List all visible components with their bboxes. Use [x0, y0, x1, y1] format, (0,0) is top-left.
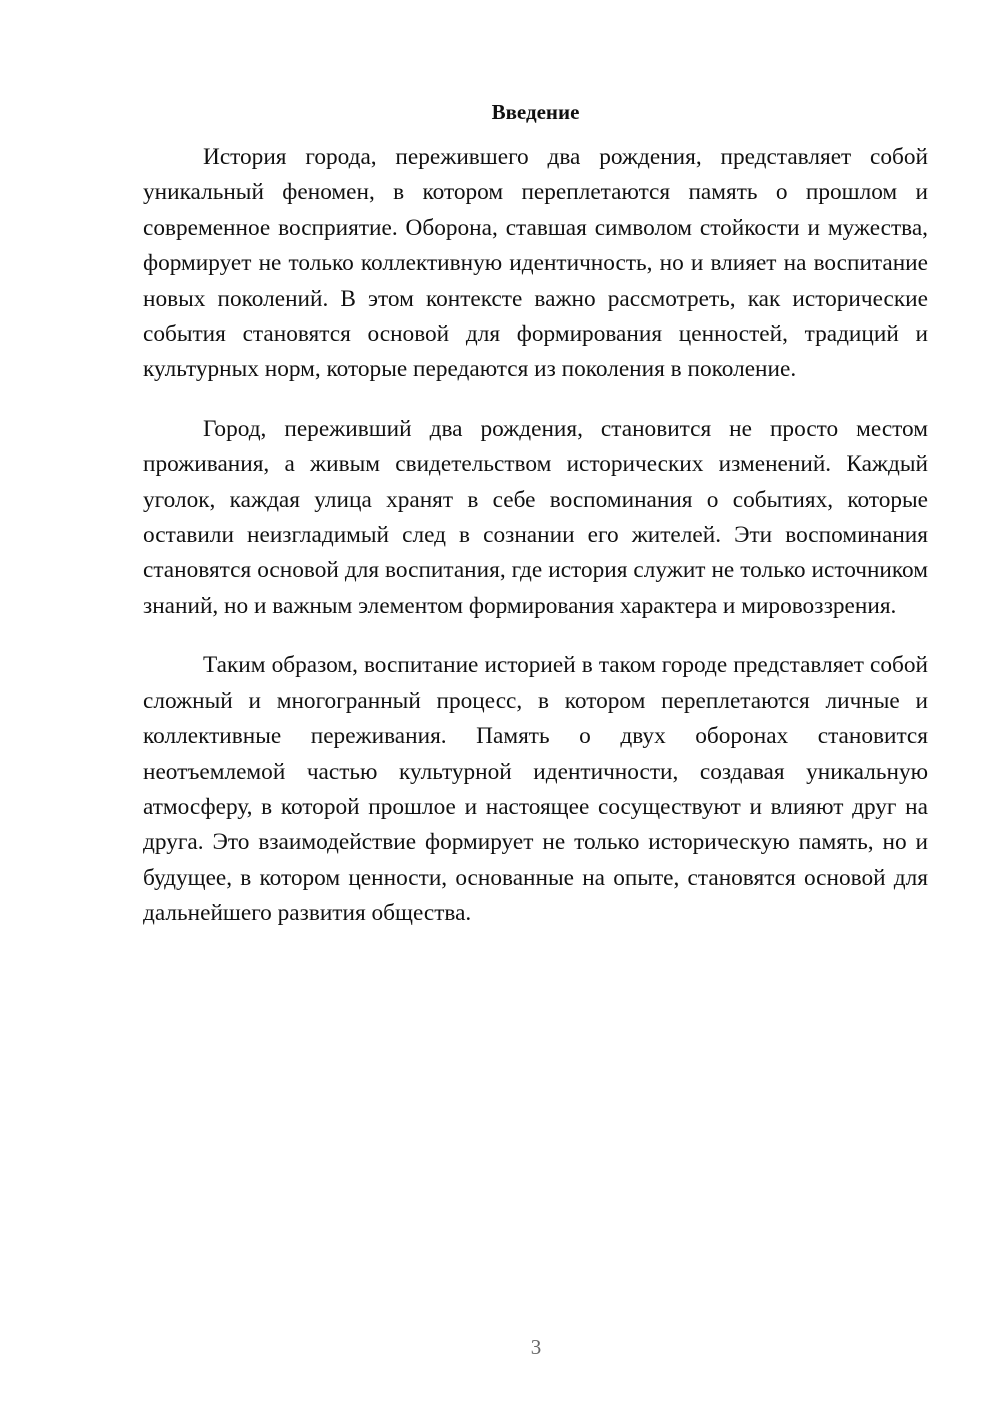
body-text [143, 140, 928, 956]
page-number: 3 [530, 1335, 542, 1359]
page-title: Введение [491, 100, 580, 124]
paragraph-2: Город, переживший два рождения, становится не просто местом проживания, а живым свидетельством исторических изменений. Каждый уголок, каждая улица хранят в себе воспоминания о событиях, которые оставили неизгладимый след в сознании его жителей. Эти воспоминания становятся основой для воспитания, где история служит не только источником знаний, но и важным элементом формирования характера и мировоззрения. [143, 415, 928, 619]
paragraph-1: История города, пережившего два рождения, представляет собой уникальный феномен, в котором переплетаются память о прошлом и современное восприятие. Оборона, ставшая символом стойкости и мужества, формирует не только коллективную идентичность, но и влияет на воспитание новых поколений. В этом контексте важно рассмотреть, как исторические события становятся основой для формирования ценностей, традиций и культурных норм, которые передаются из поколения в поколение. [143, 144, 928, 383]
paragraph-3: Таким образом, воспитание историей в таком городе представляет собой сложный и многогранный процесс, в котором переплетаются личные и коллективные переживания. Память о двух оборонах становится неотъемлемой частью культурной идентичности, создавая уникальную атмосферу, в которой прошлое и настоящее сосуществуют и влияют друг на друга. Это взаимодействие формирует не только историческую память, но и будущее, в котором ценности, основанные на опыте, становятся основой для дальнейшего развития общества. [143, 652, 928, 927]
